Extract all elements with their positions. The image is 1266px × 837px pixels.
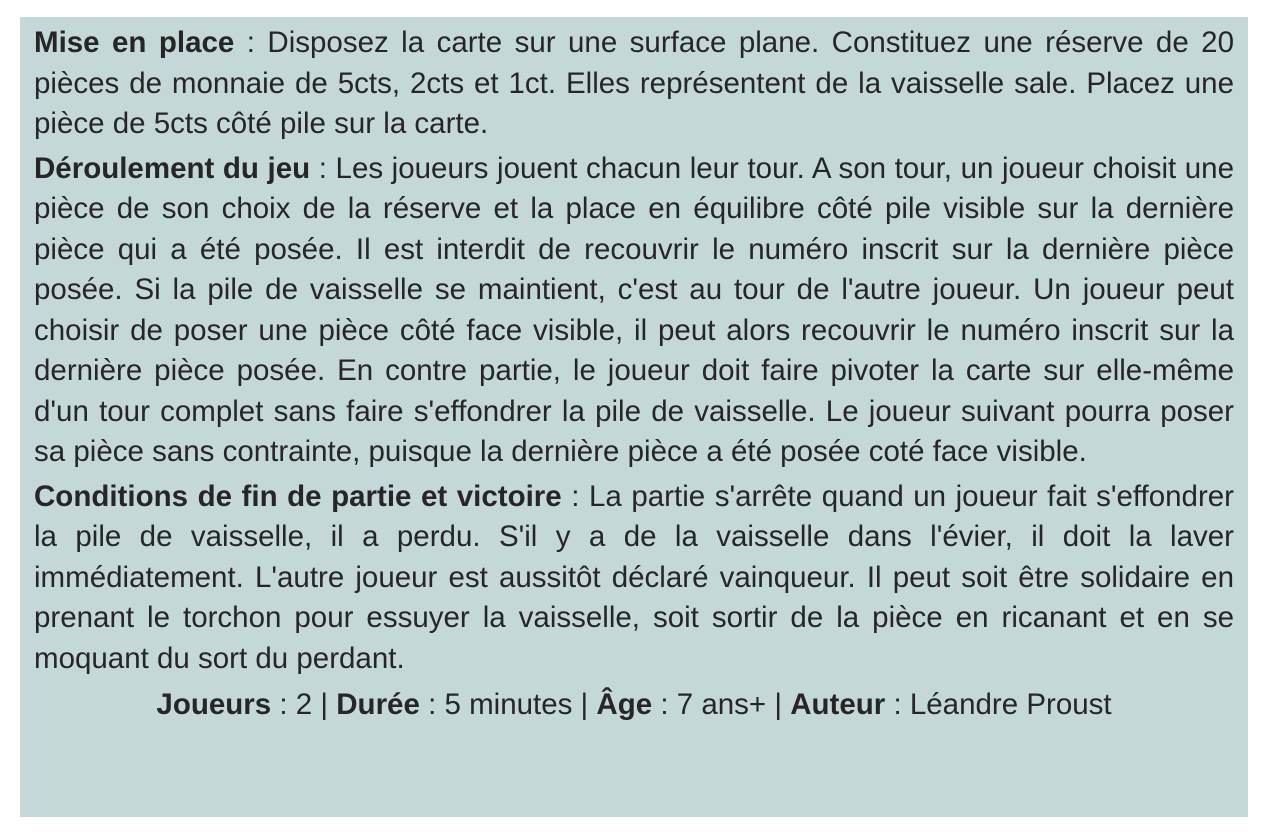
age-value: : 7 ans+ |: [652, 688, 791, 721]
age-label: Âge: [596, 688, 653, 721]
players-label: Joueurs: [156, 688, 272, 721]
section-gameplay-text: Les joueurs jouent chacun leur tour. A son tour, un joueur choisit une pièce de son choix de la réserve et la place en équilibre côté pile visible sur la dernière pièce qui a été posée. Il est interdit de recouvrir le numéro inscrit sur la dernière pièce posée. Si la pile de vaisselle se maintient, c'est au tour de l'autre joueur. Un joueur peut choisir de poser une pièce côté face visible, il peut alors recouvrir le numéro inscrit sur la dernière pièce posée. En contre partie, le joueur doit faire pivoter la carte sur elle-même d'un tour complet sans faire s'effondrer la pile de vaisselle. Le joueur suivant pourra poser sa pièce sans contrainte, puisque la dernière pièce a été posée coté face visible.: [34, 151, 1234, 468]
author-value: : Léandre Proust: [885, 688, 1112, 721]
section-end-conditions-sep: :: [561, 479, 589, 513]
rules-card: [20, 17, 1248, 817]
section-end-conditions-label: Conditions de fin de partie et victoire: [34, 479, 562, 513]
game-info-footer: [34, 685, 1234, 726]
players-value: : 2 |: [271, 688, 337, 721]
section-end-conditions: [34, 477, 1234, 680]
section-gameplay-label: Déroulement du jeu: [34, 151, 311, 185]
section-setup-label: Mise en place: [34, 26, 235, 59]
duration-label: Durée: [336, 688, 420, 721]
author-label: Auteur: [790, 688, 886, 721]
section-gameplay: [34, 149, 1234, 473]
section-gameplay-sep: :: [310, 151, 336, 185]
duration-value: : 5 minutes |: [419, 688, 597, 721]
section-setup-text: Disposez la carte sur une surface plane. Constituez une réserve de 20 pièces de monnaie de 5cts, 2cts et 1ct. Elles représentent de la vaisselle sale. Placez une pièce de 5cts côté pile sur la carte.: [34, 26, 1234, 140]
section-setup: [34, 23, 1234, 145]
section-setup-sep: :: [234, 26, 268, 59]
section-end-conditions-text: La partie s'arrête quand un joueur fait s'effondrer la pile de vaisselle, il a perdu. S'il y a de la vaisselle dans l'évier, il doit la laver immédiatement. L'autre joueur est aussitôt déclaré vainqueur. Il peut soit être solidaire en prenant le torchon pour essuyer la vaisselle, soit sortir de la pièce en ricanant et en se moquant du sort du perdant.: [34, 479, 1235, 675]
